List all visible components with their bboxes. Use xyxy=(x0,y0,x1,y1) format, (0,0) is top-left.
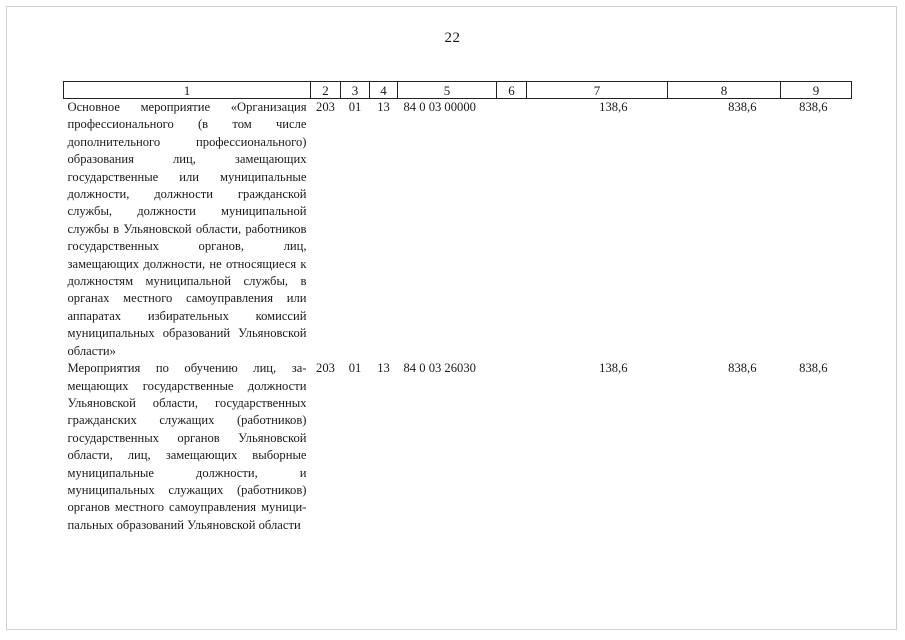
cell-section: 01 xyxy=(348,100,362,114)
column-header-row xyxy=(64,82,852,99)
table-row xyxy=(64,360,852,534)
cell-amount-col8: 838,6 xyxy=(728,100,757,114)
cell-expense-type xyxy=(497,99,527,361)
cell-amount-col8: 838,6 xyxy=(728,361,757,376)
cell-target-article: 84 0 03 26030 xyxy=(403,361,476,376)
cell-expense-type xyxy=(497,360,527,534)
column-header: 6 xyxy=(497,82,527,99)
cell-amount-col9: 838,6 xyxy=(799,100,828,114)
cell-code: 203 xyxy=(316,100,335,114)
column-header: 7 xyxy=(527,82,668,99)
column-header: 4 xyxy=(370,82,398,99)
cell-target-article: 84 0 03 00000 xyxy=(403,100,476,114)
column-header: 1 xyxy=(64,82,311,99)
cell-subsection: 13 xyxy=(377,361,390,376)
budget-table xyxy=(63,81,852,534)
cell-amount-col9: 838,6 xyxy=(799,361,828,376)
row-description: Основное мероприятие «Организация профессионального (в том числе дополнительного профессионального) образования лиц, замещающих государственные или муниципальные должности, должности гражданской службы, должности муниципальной службы в Ульяновской области, работников государственных органов, лиц, замещающих должности, не относящиеся к должностям муниципальной службы, в органах местного самоуправления или аппаратах избирательных комиссий муниципальных образований Ульяновской области» xyxy=(67,100,307,358)
column-header: 5 xyxy=(398,82,497,99)
column-header: 3 xyxy=(341,82,370,99)
cell-amount-col7: 138,6 xyxy=(599,100,628,114)
column-header: 8 xyxy=(668,82,781,99)
page-number: 22 xyxy=(444,30,461,46)
column-header: 2 xyxy=(311,82,341,99)
cell-section: 01 xyxy=(348,361,362,376)
row-description: Мероприятия по обучению лиц, замещающих государственные должности Ульяновской области, государственных гражданских служащих (работников) государственных органов Ульяновской области, лиц, замещающих выборные муниципальные должности, и муниципальных служащих (работников) органов местного самоуправления муниципальных образований Ульяновской области xyxy=(67,361,307,532)
cell-subsection: 13 xyxy=(377,100,390,114)
column-header: 9 xyxy=(781,82,852,99)
cell-amount-col7: 138,6 xyxy=(599,361,628,376)
cell-code: 203 xyxy=(316,361,335,376)
table-row xyxy=(64,99,852,361)
